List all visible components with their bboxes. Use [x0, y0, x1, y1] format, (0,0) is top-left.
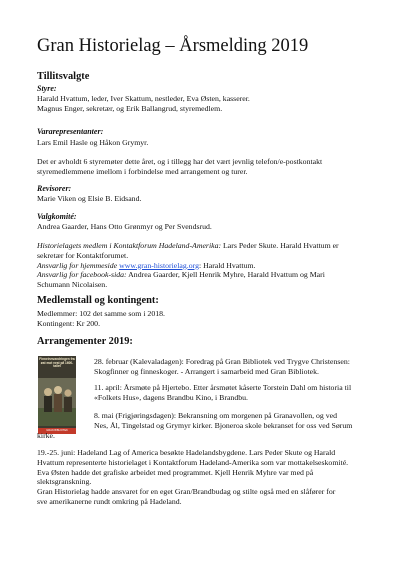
section-heading-arrangementer: Arrangementer 2019: [37, 336, 133, 347]
facebook-line-1 [37, 270, 367, 280]
hjemmeside-italic: Ansvarlig for hjemmeside [37, 260, 120, 270]
vararepresentanter-label: Vararepresentanter: [37, 127, 104, 136]
event-juni-line-5: Gran Historielag hadde ansvaret for en eget Gran/Brandbudag og stilte også med en slåfører for [37, 487, 336, 497]
section-heading-medlemstall: Medlemstall og kontingent: [37, 295, 159, 306]
facebook-line-2: Schumann Nicolaisen. [37, 280, 108, 290]
valgkomite-label: Valgkomité: [37, 212, 77, 221]
page-title: Gran Historielag – Årsmelding 2019 [37, 36, 309, 56]
styremoter-line-2: styremedlemmene imellom i forbindelse med arrangement og turer. [37, 166, 248, 176]
styremoter-text [37, 157, 367, 177]
event-juni-line-2: Hvattum representerte historielaget i Kontaktforum Hadeland-Amerika som var mottakelseskomité. [37, 457, 349, 467]
poster-footer: GRAN BIBLIOTEK [38, 428, 76, 434]
kontaktforum-line-2: sekretær for Kontaktforumet. [37, 250, 129, 260]
event-mai-line-2: Nes, Ål, Tingelstad og Grymyr kirker. Bjoneroa skole bekranset for oss ved Sørum [94, 420, 353, 430]
kontaktforum-text [37, 241, 367, 290]
facebook-ansvarlige: Andrea Gaarder, Kjell Henrik Myhre, Harald Hvattum og Mari [126, 270, 325, 280]
revisorer-text: Marie Viken og Elsie B. Eidsand. [37, 194, 142, 203]
facebook-italic: Ansvarlig for facebook-sida: [37, 270, 127, 280]
poster-photo [38, 378, 76, 426]
poster-title: Finneinnvandringen fra øst mot vest på 1600-tallet [39, 357, 75, 369]
event-feb-line-1: 28. februar (Kalevaladagen): Foredrag på Gran Bibliotek ved Trygve Christensen: [94, 357, 350, 366]
event-feb [94, 357, 374, 377]
vararepresentanter-text: Lars Emil Hasle og Håkon Grymyr. [37, 138, 149, 147]
kontaktforum-line-1 [37, 241, 367, 251]
hjemmeside-line [37, 261, 367, 271]
event-april [94, 383, 374, 403]
event-feb-line-2: Skogfinner og finneskoger. - Arrangert i samarbeid med Gran Bibliotek. [94, 366, 319, 376]
styre-text [37, 94, 367, 114]
event-juni-line-4: slektsgranskning. [37, 477, 92, 487]
event-april-line-2: «Folkets Hus», dagens Brandbu Kino, i Brandbu. [94, 392, 248, 402]
event-mai-line-3: kirke. [37, 431, 55, 440]
event-mai-line-1: 8. mai (Frigjøringsdagen): Bekransning om morgenen på Granavollen, og ved [94, 411, 338, 420]
revisorer-label: Revisorer: [37, 184, 72, 193]
hjemmeside-ansvarlig: : Harald Hvattum. [198, 260, 256, 270]
medlemstall-text [37, 309, 367, 329]
styre-line-1: Harald Hvattum, leder, Iver Skattum, nestleder, Eva Østen, kasserer. [37, 94, 250, 103]
styre-label: Styre: [37, 84, 57, 93]
event-poster-image [38, 356, 76, 434]
hjemmeside-link[interactable]: www.gran-historielag.org [119, 260, 199, 270]
event-mai [94, 411, 374, 431]
event-juni-line-1: 19.-25. juni: Hadeland Lag of America besøkte Hadelandsbygdene. Lars Peder Skute og Harald [37, 448, 336, 457]
styremoter-line-1: Det er avholdt 6 styremøter dette året, og i tillegg har det vært jevnlig telefon/e-postkontakt [37, 157, 323, 166]
kontingent-line: Kontingent: Kr 200. [37, 318, 101, 328]
valgkomite-text: Andrea Gaarder, Hans Otto Grønmyr og Per Svendsrud. [37, 222, 212, 231]
event-juni-line-6: sve amerikanerne rundt omkring på Hadeland. [37, 496, 182, 506]
event-april-line-1: 11. april: Årsmøte på Hjertebo. Etter årsmøtet kåserte Torstein Dahl om historia til [94, 383, 352, 392]
event-juni [37, 448, 377, 507]
medlemmer-line: Medlemmer: 102 det samme som i 2018. [37, 309, 165, 318]
styre-line-2: Magnus Enger, sekretær, og Erik Ballangrud, styremedlem. [37, 103, 223, 113]
kontaktforum-italic: Historielagets medlem i Kontaktforum Hadeland-Amerika: [37, 241, 222, 250]
event-juni-line-3: Eva Østen hadde det grafiske arbeidet med programmet. Kjell Henrik Myhre var med på [37, 467, 314, 477]
section-heading-tillitsvalgte: Tillitsvalgte [37, 71, 90, 82]
kontaktforum-member: Lars Peder Skute. Harald Hvattum er [221, 241, 339, 250]
